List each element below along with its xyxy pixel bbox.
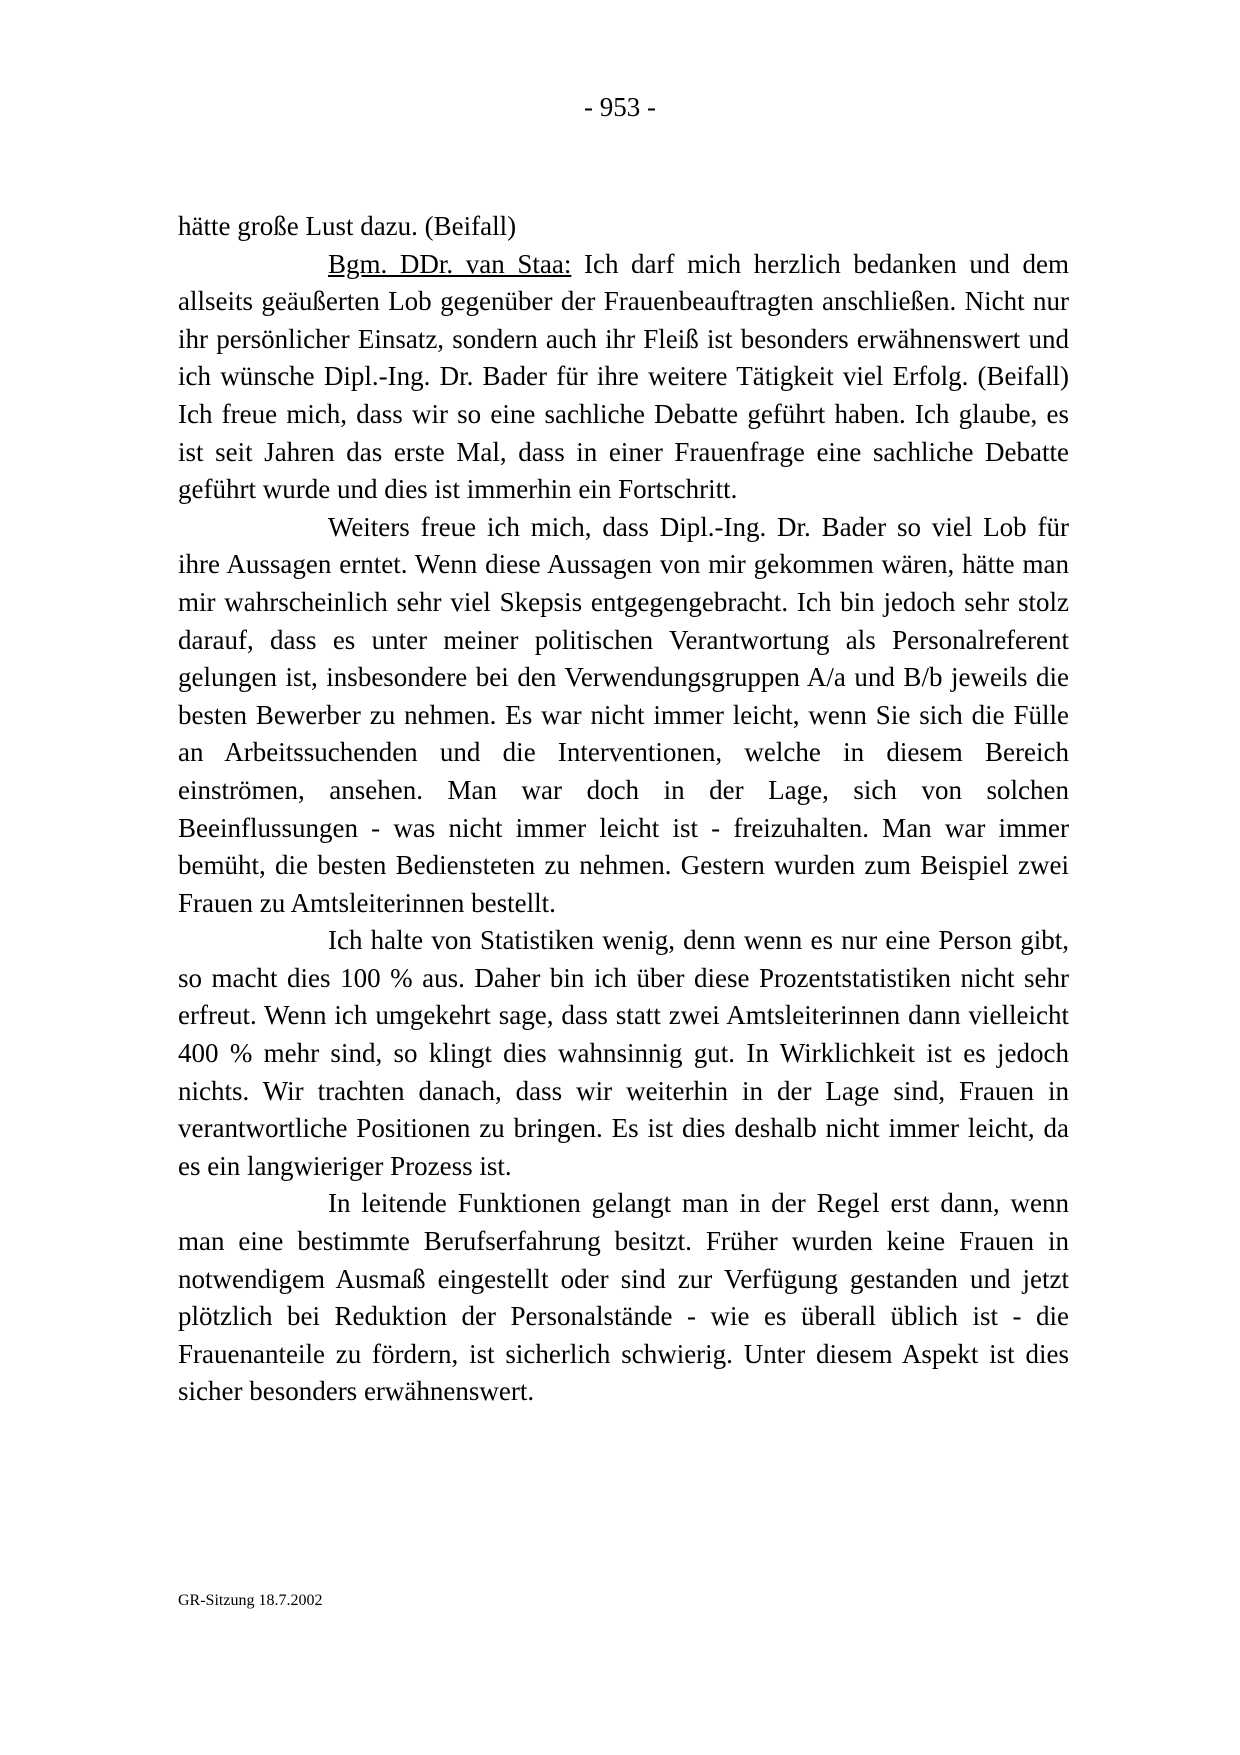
paragraph-text: In leitende Funktionen gelangt man in der Regel erst dann, wenn man eine bestimmte Berufserfahrung besitzt. Früher wurden keine Frauen in notwendigem Ausmaß eingestellt oder sind zur Verfügung gestanden und jetzt plötzlich bei Reduktion der Personalstände - wie es überall üblich ist - die Frauenanteile zu fördern, ist sicherlich schwierig. Unter diesem Aspekt ist dies sicher besonders erwähnenswert. [178, 1188, 1069, 1407]
paragraph-text: Ich darf mich herzlich bedanken und dem allseits geäußerten Lob gegenüber der Frauenbeauftragten anschließen. Nicht nur ihr persönlicher Einsatz, sondern auch ihr Fleiß ist besonders erwähnenswert und ich wünsche Dipl.-Ing. Dr. Bader für ihre weitere Tätigkeit viel Erfolg. (Beifall) Ich freue mich, dass wir so eine sachliche Debatte geführt haben. Ich glaube, es ist seit Jahren das erste Mal, dass in einer Frauenfrage eine sachliche Debatte geführt wurde und dies ist immerhin ein Fortschritt. [178, 248, 1069, 505]
page-footer: GR-Sitzung 18.7.2002 [178, 1592, 323, 1609]
document-body [178, 208, 1069, 1411]
paragraph-text: hätte große Lust dazu. (Beifall) [178, 211, 517, 241]
paragraph [178, 509, 1069, 923]
page-number: - 953 - [584, 92, 656, 122]
paragraph [178, 922, 1069, 1185]
paragraph [178, 1185, 1069, 1411]
paragraph-continuation [178, 208, 1069, 246]
paragraph-text: Weiters freue ich mich, dass Dipl.-Ing. Dr. Bader so viel Lob für ihre Aussagen erntet. Wenn diese Aussagen von mir gekommen wären, hätte man mir wahrscheinlich sehr viel Skepsis entgegengebracht. Ich bin jedoch sehr stolz darauf, dass es unter meiner politischen Verantwortung als Personalreferent gelungen ist, insbesondere bei den Verwendungsgruppen A/a und B/b jeweils die besten Bewerber zu nehmen. Es war nicht immer leicht, wenn Sie sich die Fülle an Arbeitssuchenden und die Interventionen, welche in diesem Bereich einströmen, ansehen. Man war doch in der Lage, sich von solchen Beeinflussungen - was nicht immer leicht ist - freizuhalten. Man war immer bemüht, die besten Bediensteten zu nehmen. Gestern wurden zum Beispiel zwei Frauen zu Amtsleiterinnen bestellt. [178, 511, 1069, 918]
speaker-name: Bgm. DDr. van Staa: [328, 248, 572, 279]
paragraph-speech [178, 246, 1069, 509]
paragraph-text: Ich halte von Statistiken wenig, denn wenn es nur eine Person gibt, so macht dies 100 % aus. Daher bin ich über diese Prozentstatistiken nicht sehr erfreut. Wenn ich umgekehrt sage, dass statt zwei Amtsleiterinnen dann vielleicht 400 % mehr sind, so klingt dies wahnsinnig gut. In Wirklichkeit ist es jedoch nichts. Wir trachten danach, dass wir weiterhin in der Lage sind, Frauen in verantwortliche Positionen zu bringen. Es ist dies deshalb nicht immer leicht, da es ein langwieriger Prozess ist. [178, 925, 1069, 1181]
